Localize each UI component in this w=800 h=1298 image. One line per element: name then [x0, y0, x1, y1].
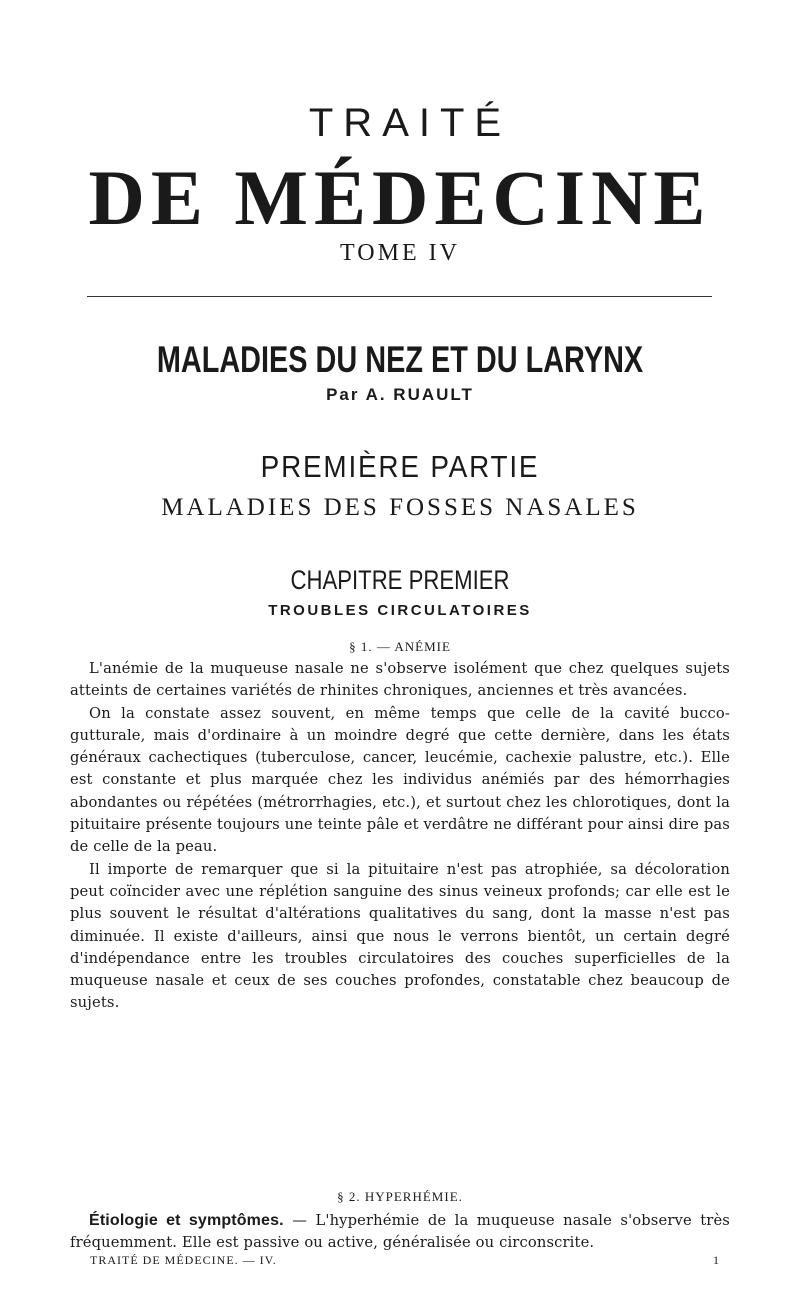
- paragraph: [70, 1210, 730, 1255]
- paragraph-lead: Étiologie et symptômes.: [89, 1212, 284, 1229]
- paragraph: On la constate assez souvent, en même temps que celle de la cavité bucco-gutturale, mais d'ordinaire à un moindre degré que cette dernière, dans les états généraux cachectiques (tuberculose, cancer, leucémie, cachexie palustre, etc.). Elle est constante et plus marquée chez les individus anémiés par des hémorrhagies abondantes ou répétées (métrorrhagies, etc.), et surtout chez les chlorotiques, dont la pituitaire présente toujours une teinte pâle et verdâtre ne différant pour ainsi dire pas de celle de la peau.: [70, 704, 730, 856]
- series-title-medecine: DE MÉDECINE: [88, 154, 712, 241]
- author-line: Par A. RUAULT: [326, 385, 474, 404]
- volume-title: MALADIES DU NEZ ET DU LARYNX: [156, 339, 644, 380]
- paragraph: L'anémie de la muqueuse nasale ne s'observe isolément que chez quelques sujets atteints de certaines variétés de rhinites chroniques, anciennes et très avancées.: [70, 660, 730, 700]
- section-heading-anemie: § 1. — ANÉMIE: [349, 639, 451, 654]
- paragraph: Il importe de remarquer que si la pituitaire n'est pas atrophiée, sa décoloration peut coïncider avec une réplétion sanguine des sinus veineux profonds; car elle est le plus souvent le résultat d'altérations qualitatives du sang, dont la masse n'est pas diminuée. Il existe d'ailleurs, ainsi que nous le verrons bientôt, un certain degré d'indépendance entre les troubles circulatoires des couches superficielles de la muqueuse nasale et ceux de ses couches profondes, constatable chez beaucoup de sujets.: [70, 860, 730, 1012]
- volume-number: TOME IV: [340, 240, 460, 266]
- page-footer: [90, 1252, 720, 1268]
- running-title: TRAITÉ DE MÉDECINE. — IV.: [90, 1253, 277, 1267]
- horizontal-rule: [87, 296, 712, 297]
- part-subtitle: MALADIES DES FOSSES NASALES: [161, 494, 639, 521]
- section-body-anemie: [70, 658, 730, 1015]
- chapter-subtitle: TROUBLES CIRCULATOIRES: [268, 602, 532, 619]
- section-body-hyperhemie: [70, 1210, 730, 1255]
- chapter-title: CHAPITRE PREMIER: [290, 565, 510, 595]
- series-title-traite: TRAITÉ: [308, 101, 512, 145]
- signature-mark: 1: [713, 1253, 720, 1267]
- part-title: PREMIÈRE PARTIE: [260, 449, 540, 484]
- section-heading-hyperhemie: § 2. HYPERHÉMIE.: [337, 1189, 463, 1204]
- paragraph-text: — L'hyperhémie de la muqueuse nasale s'observe très fréquemment. Elle est passive ou active, généralisée ou circonscrite.: [70, 1212, 730, 1252]
